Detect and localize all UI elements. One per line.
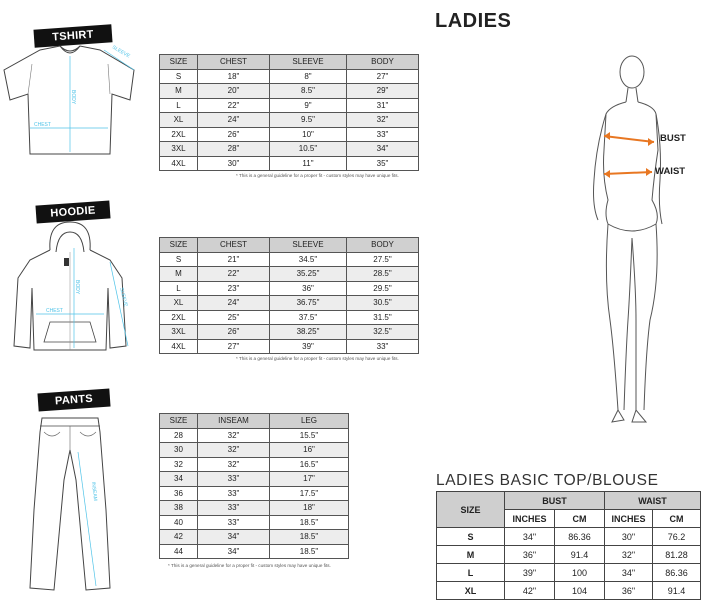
table-cell: 30 [160,443,198,458]
table-cell: 81.28 [653,546,701,564]
ladies-figure [570,50,716,430]
tshirt-body-label: BODY [70,90,76,105]
table-cell: 32" [198,457,270,472]
table-row [437,564,701,582]
table-cell: 3XL [160,325,198,340]
tshirt-chest-label: CHEST [34,122,51,128]
table-cell: 42" [505,582,555,600]
table-cell: 27.5" [347,252,419,267]
table-row [160,501,349,516]
table-cell: 29" [347,84,419,99]
table-cell: 9.5" [270,113,347,128]
table-cell: 9" [270,98,347,113]
table-row [160,296,419,311]
table-row [160,339,419,354]
table-cell: 33" [198,486,270,501]
table-cell: 34" [605,564,653,582]
table-row [160,544,349,559]
hoodie-sleeve-label: SLEEVE [118,287,129,308]
table-cell: 44 [160,544,198,559]
table-cell: 30" [605,528,653,546]
table-cell: 11" [270,156,347,171]
hoodie-body-label: BODY [74,280,80,295]
table-cell: 100 [555,564,605,582]
table-cell: 24" [198,113,270,128]
table-cell: 33" [347,127,419,142]
table-cell: 16" [270,443,349,458]
table-header-row [160,55,419,70]
table-cell: 36" [270,281,347,296]
table-cell: S [160,69,198,84]
table-cell: 34" [198,544,270,559]
table-row [160,325,419,340]
table-cell: 39" [505,564,555,582]
column-header: CHEST [198,55,270,70]
table-cell: 26" [198,325,270,340]
table-cell: 33" [198,501,270,516]
column-header: SIZE [160,238,198,253]
basic-unit: CM [555,510,605,528]
pants-sketch [0,410,140,600]
table-cell: 35" [347,156,419,171]
tshirt-table-body [160,55,419,171]
table-cell: 37.5" [270,310,347,325]
hoodie-size-table [159,237,419,354]
table-cell: 42 [160,530,198,545]
table-cell: 39" [270,339,347,354]
table-cell: 34" [198,530,270,545]
table-cell: 10.5" [270,142,347,157]
table-cell: 34" [347,142,419,157]
waist-arrow [604,172,652,174]
table-cell: 18.5" [270,544,349,559]
basic-top-title: LADIES BASIC TOP/BLOUSE [436,472,659,489]
tshirt-size-table [159,54,419,171]
table-row [160,84,419,99]
table-cell: 86.36 [555,528,605,546]
hoodie-label: HOODIE [35,200,110,223]
table-cell: 18.5" [270,515,349,530]
table-row [160,428,349,443]
table-cell: L [160,281,198,296]
table-cell: 25" [198,310,270,325]
table-cell: XL [160,113,198,128]
tshirt-sketch [0,42,140,162]
table-cell: 91.4 [653,582,701,600]
table-row [160,156,419,171]
hoodie-chest-label: CHEST [46,308,63,314]
table-cell: 32 [160,457,198,472]
basic-unit: INCHES [505,510,555,528]
hoodie-note: * This is a general guideline for a proper fit - custom styles may have unique fits. [236,356,399,361]
table-cell: 26" [198,127,270,142]
table-cell: 31.5" [347,310,419,325]
table-cell: 17" [270,472,349,487]
table-cell: 30.5" [347,296,419,311]
table-cell: 2XL [160,310,198,325]
table-cell: 28" [198,142,270,157]
table-cell: 8.5" [270,84,347,99]
table-cell: 18" [270,501,349,516]
table-cell: 29.5" [347,281,419,296]
table-cell: 86.36 [653,564,701,582]
table-cell: 2XL [160,127,198,142]
table-row [160,113,419,128]
table-cell: L [160,98,198,113]
table-cell: XL [160,296,198,311]
table-row [160,69,419,84]
table-row [160,530,349,545]
table-cell: 38.25" [270,325,347,340]
basic-header-size: SIZE [437,492,505,528]
table-row [160,310,419,325]
table-cell: M [160,267,198,282]
table-cell: 10" [270,127,347,142]
waist-label: WAIST [655,166,686,177]
table-row [437,582,701,600]
tshirt-label: TSHIRT [33,24,112,47]
table-cell: 24" [198,296,270,311]
table-cell: 91.4 [555,546,605,564]
table-cell: 4XL [160,339,198,354]
table-cell: 3XL [160,142,198,157]
bust-label: BUST [660,133,686,144]
table-cell: 27" [347,69,419,84]
table-cell: 18" [198,69,270,84]
table-cell: L [437,564,505,582]
column-header: LEG [270,414,349,429]
table-cell: S [437,528,505,546]
ladies-title: LADIES [435,10,512,32]
table-row [160,252,419,267]
basic-top-table [436,491,701,600]
basic-unit: CM [653,510,701,528]
column-header: BODY [347,55,419,70]
basic-header-bust: BUST [505,492,605,510]
hoodie-table-body [160,238,419,354]
table-cell: 27" [198,339,270,354]
table-cell: 32" [198,428,270,443]
table-row [160,267,419,282]
table-cell: 32.5" [347,325,419,340]
table-header-row [160,238,419,253]
table-cell: 104 [555,582,605,600]
table-row [160,443,349,458]
column-header: CHEST [198,238,270,253]
table-header-row [160,414,349,429]
column-header: SIZE [160,55,198,70]
tshirt-sleeve-label: SLEEVE [111,44,131,60]
table-cell: 38 [160,501,198,516]
table-cell: 28 [160,428,198,443]
table-cell: 34" [505,528,555,546]
table-row [160,127,419,142]
column-header: SLEEVE [270,55,347,70]
table-cell: 33" [198,472,270,487]
pants-inseam-label: INSEAM [90,481,98,502]
pants-note: * This is a general guideline for a proper fit - custom styles may have unique fits. [168,563,331,568]
tshirt-note: * This is a general guideline for a proper fit - custom styles may have unique fits. [236,173,399,178]
table-cell: 33" [198,515,270,530]
table-cell: 22" [198,98,270,113]
basic-header-waist: WAIST [605,492,701,510]
pants-table-body [160,414,349,559]
column-header: INSEAM [198,414,270,429]
basic-unit: INCHES [605,510,653,528]
table-cell: 36" [505,546,555,564]
table-cell: S [160,252,198,267]
table-cell: 34.5" [270,252,347,267]
table-cell: 23" [198,281,270,296]
table-cell: M [160,84,198,99]
hoodie-sketch [0,218,140,368]
table-cell: 8" [270,69,347,84]
table-cell: 40 [160,515,198,530]
column-header: SLEEVE [270,238,347,253]
pants-size-table [159,413,349,559]
table-cell: XL [437,582,505,600]
bust-arrow [604,136,654,142]
table-cell: 21" [198,252,270,267]
table-cell: M [437,546,505,564]
table-row [437,528,701,546]
table-cell: 30" [198,156,270,171]
table-cell: 28.5" [347,267,419,282]
table-row [160,472,349,487]
table-cell: 16.5" [270,457,349,472]
table-cell: 17.5" [270,486,349,501]
table-row [160,515,349,530]
table-cell: 33" [347,339,419,354]
table-cell: 18.5" [270,530,349,545]
table-cell: 36" [605,582,653,600]
table-row [160,142,419,157]
table-cell: 32" [347,113,419,128]
table-row [160,281,419,296]
column-header: BODY [347,238,419,253]
column-header: SIZE [160,414,198,429]
table-cell: 31" [347,98,419,113]
table-cell: 34 [160,472,198,487]
table-row [437,546,701,564]
table-cell: 35.25" [270,267,347,282]
table-cell: 36.75" [270,296,347,311]
table-cell: 15.5" [270,428,349,443]
table-cell: 32" [605,546,653,564]
table-row [160,457,349,472]
table-row [160,98,419,113]
table-cell: 20" [198,84,270,99]
table-cell: 32" [198,443,270,458]
table-cell: 4XL [160,156,198,171]
table-cell: 22" [198,267,270,282]
pants-label: PANTS [37,389,110,412]
table-cell: 36 [160,486,198,501]
basic-table-body [437,528,701,600]
table-cell: 76.2 [653,528,701,546]
table-row [160,486,349,501]
